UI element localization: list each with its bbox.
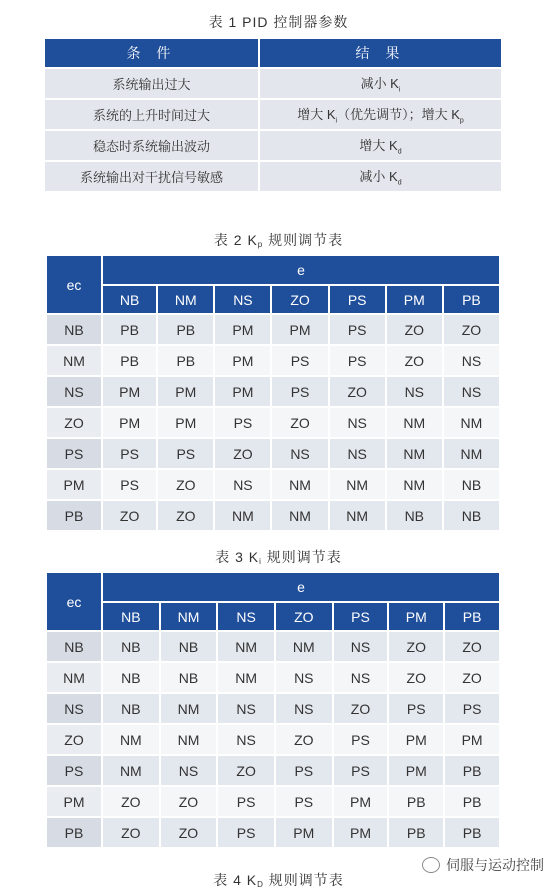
rule-cell: NS: [443, 345, 500, 376]
kp-rule-table: [45, 254, 501, 532]
table-row: [46, 469, 500, 500]
rule-cell: NM: [160, 693, 218, 724]
rule-cell: PB: [444, 755, 500, 786]
result-cell: 增大 $K_i$（优先调节）；增大 $K_p$: [259, 99, 501, 130]
row-header: PM: [46, 786, 102, 817]
rule-cell: ZO: [102, 786, 160, 817]
rule-cell: PM: [157, 407, 214, 438]
corner-header: ec: [46, 255, 102, 314]
row-header: NS: [46, 693, 102, 724]
wechat-icon: [422, 857, 440, 873]
condition-cell: 系统输出对干扰信号敏感: [45, 161, 259, 191]
column-header: NS: [214, 285, 271, 314]
rule-cell: PS: [102, 438, 157, 469]
row-header: ZO: [46, 407, 102, 438]
rule-cell: PM: [275, 817, 333, 848]
table-row: [46, 693, 500, 724]
rule-cell: NM: [329, 500, 386, 531]
rule-cell: PM: [102, 407, 157, 438]
rule-cell: PM: [214, 345, 271, 376]
table-row: [46, 438, 500, 469]
rule-cell: PS: [388, 693, 444, 724]
rule-cell: PB: [157, 345, 214, 376]
rule-cell: NM: [217, 631, 275, 662]
rule-cell: PS: [102, 469, 157, 500]
rule-cell: ZO: [160, 786, 218, 817]
rule-cell: NM: [443, 438, 500, 469]
rule-cell: NM: [443, 407, 500, 438]
rule-cell: PB: [388, 786, 444, 817]
column-header: NM: [160, 602, 218, 631]
rule-cell: NM: [275, 631, 333, 662]
table-row: [46, 755, 500, 786]
rule-cell: ZO: [444, 662, 500, 693]
rule-cell: NM: [386, 407, 443, 438]
rule-cell: NM: [329, 469, 386, 500]
rule-cell: ZO: [388, 662, 444, 693]
rule-cell: NB: [102, 631, 160, 662]
rule-cell: PS: [275, 755, 333, 786]
row-header: PM: [46, 469, 102, 500]
result-cell: 增大 $K_d$: [259, 130, 501, 161]
table-row: [46, 407, 500, 438]
rule-cell: NS: [386, 376, 443, 407]
rule-cell: NS: [217, 693, 275, 724]
rule-cell: PS: [271, 345, 328, 376]
rule-cell: NM: [271, 500, 328, 531]
rule-cell: NS: [443, 376, 500, 407]
rule-cell: PS: [275, 786, 333, 817]
table-row: [45, 99, 501, 130]
column-header: PB: [444, 602, 500, 631]
column-header: PM: [388, 602, 444, 631]
result-cell: 减小 $K_d$: [259, 161, 501, 191]
rule-cell: NS: [271, 438, 328, 469]
rule-cell: ZO: [275, 724, 333, 755]
rule-cell: PS: [333, 755, 389, 786]
row-header: NM: [46, 662, 102, 693]
rule-cell: NB: [160, 662, 218, 693]
table2-caption: 表 2 $K_p$ 规则调节表: [213, 232, 344, 249]
rule-cell: PS: [333, 724, 389, 755]
rule-cell: PS: [217, 786, 275, 817]
rule-cell: NM: [102, 755, 160, 786]
table-row: [46, 500, 500, 531]
rule-cell: PM: [102, 376, 157, 407]
table1-caption: 表 1 PID 控制器参数: [208, 14, 349, 30]
rule-cell: PB: [444, 786, 500, 817]
ki-rule-table: [45, 571, 501, 849]
condition-cell: 系统的上升时间过大: [45, 99, 259, 130]
rule-cell: PS: [444, 693, 500, 724]
rule-cell: NM: [217, 662, 275, 693]
row-header: NM: [46, 345, 102, 376]
rule-cell: NS: [329, 407, 386, 438]
column-header: NB: [102, 602, 160, 631]
table-row: [46, 314, 500, 345]
row-header: PS: [46, 755, 102, 786]
rule-cell: ZO: [217, 755, 275, 786]
row-header: PB: [46, 817, 102, 848]
rule-cell: PS: [329, 314, 386, 345]
row-header: NS: [46, 376, 102, 407]
rule-cell: NS: [275, 693, 333, 724]
rule-cell: NS: [275, 662, 333, 693]
rule-cell: PM: [388, 755, 444, 786]
rule-cell: ZO: [388, 631, 444, 662]
rule-cell: ZO: [157, 500, 214, 531]
rule-cell: NB: [160, 631, 218, 662]
header-condition: 条 件: [45, 39, 259, 68]
rule-cell: ZO: [157, 469, 214, 500]
header-result: 结 果: [259, 39, 501, 68]
table-row: [46, 786, 500, 817]
rule-cell: NS: [333, 662, 389, 693]
rule-cell: NM: [386, 438, 443, 469]
watermark: [422, 855, 544, 875]
condition-cell: 系统输出过大: [45, 68, 259, 99]
result-cell: 减小 $K_i$: [259, 68, 501, 99]
rule-cell: ZO: [443, 314, 500, 345]
column-header: ZO: [271, 285, 328, 314]
rule-cell: PS: [214, 407, 271, 438]
table-row: [46, 724, 500, 755]
column-header: NS: [217, 602, 275, 631]
rule-cell: PM: [214, 376, 271, 407]
rule-cell: NB: [443, 469, 500, 500]
rule-cell: NB: [443, 500, 500, 531]
table-row: [45, 68, 501, 99]
rule-cell: NM: [102, 724, 160, 755]
rule-cell: PB: [388, 817, 444, 848]
table-row: [46, 345, 500, 376]
e-header: e: [102, 255, 500, 285]
rule-cell: PS: [271, 376, 328, 407]
row-header: NB: [46, 314, 102, 345]
row-header: PS: [46, 438, 102, 469]
column-header: ZO: [275, 602, 333, 631]
rule-cell: PS: [217, 817, 275, 848]
corner-header: ec: [46, 572, 102, 631]
row-header: ZO: [46, 724, 102, 755]
rule-cell: NM: [386, 469, 443, 500]
row-header: PB: [46, 500, 102, 531]
rule-cell: PM: [333, 786, 389, 817]
rule-cell: NS: [217, 724, 275, 755]
column-header: PS: [329, 285, 386, 314]
rule-cell: PS: [157, 438, 214, 469]
rule-cell: ZO: [329, 376, 386, 407]
table4-caption: 表 4 $K_D$ 规则调节表: [213, 872, 344, 889]
row-header: NB: [46, 631, 102, 662]
table-row: [46, 817, 500, 848]
table-row: [45, 130, 501, 161]
column-header: PB: [443, 285, 500, 314]
table-row: [45, 161, 501, 191]
table-row: [46, 376, 500, 407]
rule-cell: ZO: [271, 407, 328, 438]
rule-cell: ZO: [444, 631, 500, 662]
e-header: e: [102, 572, 500, 602]
rule-cell: PM: [333, 817, 389, 848]
rule-cell: NS: [160, 755, 218, 786]
column-header: NM: [157, 285, 214, 314]
rule-cell: PB: [102, 314, 157, 345]
rule-cell: ZO: [214, 438, 271, 469]
rule-cell: ZO: [102, 817, 160, 848]
rule-cell: NM: [214, 500, 271, 531]
rule-cell: ZO: [386, 314, 443, 345]
rule-cell: NB: [102, 662, 160, 693]
rule-cell: NB: [102, 693, 160, 724]
table-row: [46, 662, 500, 693]
column-header: PM: [386, 285, 443, 314]
column-header: PS: [333, 602, 389, 631]
rule-cell: ZO: [386, 345, 443, 376]
column-header: NB: [102, 285, 157, 314]
table-row: [46, 631, 500, 662]
rule-cell: PM: [157, 376, 214, 407]
watermark-text: 伺服与运动控制: [446, 857, 544, 873]
rule-cell: NS: [214, 469, 271, 500]
rule-cell: PB: [102, 345, 157, 376]
table3-caption: 表 3 $K_i$ 规则调节表: [215, 549, 342, 566]
rule-cell: NM: [160, 724, 218, 755]
rule-cell: PS: [329, 345, 386, 376]
rule-cell: PB: [444, 817, 500, 848]
rule-cell: PB: [157, 314, 214, 345]
rule-cell: PM: [388, 724, 444, 755]
rule-cell: ZO: [102, 500, 157, 531]
rule-cell: NB: [386, 500, 443, 531]
rule-cell: NS: [329, 438, 386, 469]
rule-cell: PM: [271, 314, 328, 345]
rule-cell: PM: [444, 724, 500, 755]
rule-cell: NM: [271, 469, 328, 500]
rule-cell: ZO: [160, 817, 218, 848]
pid-params-table: [45, 39, 501, 191]
rule-cell: NS: [333, 631, 389, 662]
rule-cell: PM: [214, 314, 271, 345]
condition-cell: 稳态时系统输出波动: [45, 130, 259, 161]
rule-cell: ZO: [333, 693, 389, 724]
